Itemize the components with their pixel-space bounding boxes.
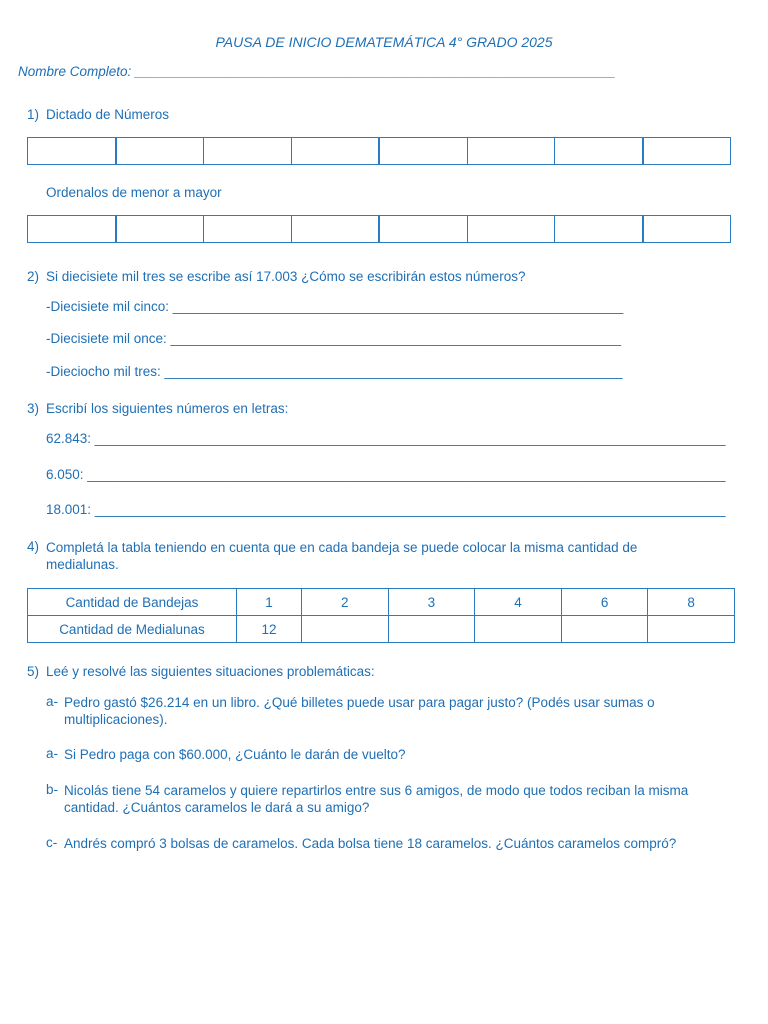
order-box[interactable] bbox=[554, 216, 642, 242]
order-instruction: Ordenalos de menor a mayor bbox=[46, 185, 222, 200]
page-title: PAUSA DE INICIO DEMATEMÁTICA 4° GRADO 2025 bbox=[215, 34, 553, 50]
problem-text: Nicolás tiene 54 caramelos y quiere repartirlos entre sus 6 amigos, de modo que todos reciban la misma cantidad. ¿Cuántos caramelos le dará a su amigo? bbox=[64, 783, 689, 815]
table-answer-cell[interactable] bbox=[475, 616, 562, 643]
table-header-cell: Cantidad de Medialunas bbox=[28, 616, 237, 643]
order-box[interactable] bbox=[291, 216, 379, 242]
answer-line[interactable]: 6.050: _____________________________________________________________________________________ bbox=[46, 467, 726, 482]
dictation-box[interactable] bbox=[467, 138, 555, 164]
question-1-text: Dictado de Números bbox=[46, 107, 170, 122]
dictation-boxes bbox=[27, 137, 731, 165]
trays-table bbox=[27, 588, 735, 643]
dictation-box[interactable] bbox=[291, 138, 379, 164]
question-3-number: 3) bbox=[27, 401, 40, 416]
dictation-box[interactable] bbox=[115, 138, 204, 164]
item-letter: a- bbox=[46, 746, 59, 761]
question-5-number: 5) bbox=[27, 664, 40, 679]
item-letter: c- bbox=[46, 835, 58, 850]
order-box[interactable] bbox=[467, 216, 555, 242]
order-boxes bbox=[27, 215, 731, 243]
question-1-number: 1) bbox=[27, 107, 40, 122]
table-cell: 6 bbox=[561, 589, 648, 616]
table-row bbox=[28, 589, 735, 616]
question-3-text: Escribí los siguientes números en letras: bbox=[46, 401, 289, 416]
problem-text: Pedro gastó $26.214 en un libro. ¿Qué billetes puede usar para pagar justo? (Podés usar sumas o multiplicaciones). bbox=[64, 695, 655, 727]
name-field-label[interactable]: Nombre Completo: ________________________________________________________________ bbox=[18, 64, 616, 79]
table-cell: 2 bbox=[302, 589, 389, 616]
order-box[interactable] bbox=[378, 216, 467, 242]
order-box[interactable] bbox=[115, 216, 204, 242]
answer-line[interactable]: 62.843: ____________________________________________________________________________________ bbox=[46, 431, 726, 446]
problem-text: Andrés compró 3 bolsas de caramelos. Cada bolsa tiene 18 caramelos. ¿Cuántos caramelos compró? bbox=[64, 836, 677, 851]
order-box[interactable] bbox=[28, 216, 115, 242]
table-cell: 4 bbox=[475, 589, 562, 616]
dictation-box[interactable] bbox=[203, 138, 291, 164]
question-2-text: Si diecisiete mil tres se escribe así 17.003 ¿Cómo se escribirán estos números? bbox=[46, 269, 526, 284]
item-letter: b- bbox=[46, 782, 59, 797]
table-cell: 1 bbox=[237, 589, 302, 616]
item-letter: a- bbox=[46, 694, 59, 709]
answer-line[interactable]: -Diecisiete mil cinco: ____________________________________________________________ bbox=[46, 299, 624, 314]
table-answer-cell[interactable] bbox=[561, 616, 648, 643]
table-answer-cell[interactable] bbox=[302, 616, 389, 643]
dictation-box[interactable] bbox=[554, 138, 642, 164]
answer-line[interactable]: 18.001: ____________________________________________________________________________________ bbox=[46, 502, 726, 517]
question-5-text: Leé y resolvé las siguientes situaciones problemáticas: bbox=[46, 664, 375, 679]
table-answer-cell[interactable] bbox=[388, 616, 475, 643]
question-4-text: Completá la tabla teniendo en cuenta que en cada bandeja se puede colocar la misma cantidad de medialunas. bbox=[46, 540, 638, 572]
table-cell: 12 bbox=[237, 616, 302, 643]
table-cell: 8 bbox=[648, 589, 735, 616]
table-row bbox=[28, 616, 735, 643]
dictation-box[interactable] bbox=[378, 138, 467, 164]
problem-text: Si Pedro paga con $60.000, ¿Cuánto le darán de vuelto? bbox=[64, 747, 406, 762]
answer-line[interactable]: -Diecisiete mil once: ____________________________________________________________ bbox=[46, 331, 622, 346]
question-4-number: 4) bbox=[27, 539, 40, 554]
order-box[interactable] bbox=[203, 216, 291, 242]
dictation-box[interactable] bbox=[642, 138, 731, 164]
order-box[interactable] bbox=[642, 216, 731, 242]
table-answer-cell[interactable] bbox=[648, 616, 735, 643]
dictation-box[interactable] bbox=[28, 138, 115, 164]
table-cell: 3 bbox=[388, 589, 475, 616]
table-header-cell: Cantidad de Bandejas bbox=[28, 589, 237, 616]
answer-line[interactable]: -Dieciocho mil tres: _____________________________________________________________ bbox=[46, 364, 623, 379]
question-2-number: 2) bbox=[27, 269, 40, 284]
